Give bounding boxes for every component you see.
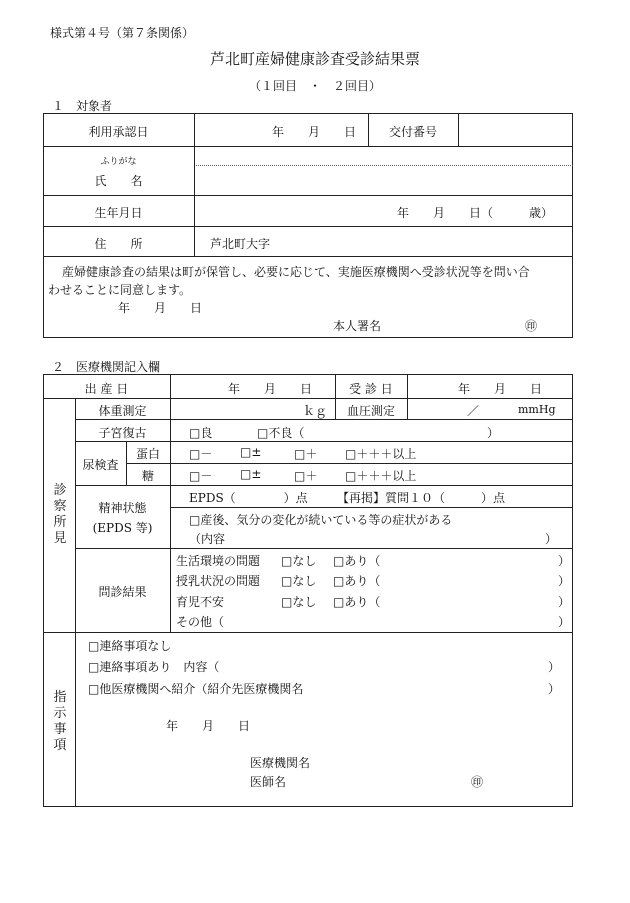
page-title: 芦北町産婦健康診査受診結果票: [209, 50, 420, 68]
sugar-label: 糖: [141, 469, 154, 483]
consent-text-2: わせることに同意します。: [48, 283, 192, 297]
weight-unit: ｋｇ: [303, 404, 328, 418]
protein-minus-checkbox[interactable]: □－: [189, 447, 213, 461]
mental-symptom-checkbox[interactable]: □産後、気分の変化が続いている等の症状がある: [189, 513, 453, 527]
sugar-plus-checkbox[interactable]: □＋: [294, 469, 318, 483]
interview-row-label: 授乳状況の問題: [176, 574, 261, 588]
interview-none-checkbox[interactable]: □なし: [281, 554, 317, 568]
uterus-close-paren: ）: [487, 426, 500, 440]
paren-close: ）: [558, 615, 571, 629]
birth-date2-label: 出 産 日: [84, 382, 129, 396]
weight-field[interactable]: [171, 399, 301, 418]
instr-date-field[interactable]: 年 月 日: [166, 719, 251, 733]
interview-row-label: 生活環境の問題: [176, 554, 261, 568]
uterus-label: 子宮復古: [98, 426, 147, 440]
protein-plus-checkbox[interactable]: □＋: [294, 447, 318, 461]
uterus-bad-checkbox[interactable]: □不良（: [257, 426, 305, 440]
protein-label: 蛋白: [135, 447, 160, 461]
mental-close-paren: ）: [545, 532, 558, 546]
epds-q10-field[interactable]: 【再掲】質問１０（ ）点: [337, 491, 506, 505]
instr-some-checkbox[interactable]: □連絡事項あり 内容（: [88, 660, 220, 674]
name-label: 氏 名: [94, 174, 143, 188]
institution-label: 医療機関名: [250, 756, 311, 770]
seal-mark: ㊞: [525, 319, 538, 333]
address-label: 住 所: [94, 237, 143, 251]
paren-close: ）: [548, 682, 561, 696]
protein-pm-checkbox[interactable]: □±: [240, 445, 262, 459]
protein-3plus-checkbox[interactable]: □＋＋＋以上: [345, 447, 417, 461]
birth-date-field[interactable]: 年 月 日（ 歳）: [397, 206, 554, 220]
name-field[interactable]: [195, 147, 572, 194]
interview-other-field[interactable]: その他（: [176, 615, 225, 629]
epds-label: (EPDS 等): [92, 521, 153, 535]
doctor-label: 医師名: [250, 775, 287, 789]
interview-row-label: 育児不安: [176, 595, 225, 609]
weight-label: 体重測定: [98, 404, 147, 418]
consent-text-1: 産婦健康診査の結果は町が保管し、必要に応じて、実施医療機関へ受診状況等を問い合: [62, 265, 530, 279]
delivery-date-field[interactable]: 年 月 日: [228, 382, 313, 396]
paren-close: ）: [558, 595, 571, 609]
doctor-seal-mark: ㊞: [471, 775, 484, 789]
interview-exists-checkbox[interactable]: □あり（: [333, 595, 381, 609]
birth-date-label: 生年月日: [94, 206, 143, 220]
bp-label: 血圧測定: [346, 404, 395, 418]
address-field[interactable]: 芦北町大字: [210, 237, 271, 251]
epds-score-field[interactable]: EPDS（ ）点: [189, 491, 308, 505]
exam-date-field[interactable]: 年 月 日: [458, 382, 543, 396]
instructions-label: 指示事項: [53, 690, 67, 753]
section1-heading: １ 対象者: [52, 99, 113, 113]
sugar-3plus-checkbox[interactable]: □＋＋＋以上: [345, 469, 417, 483]
paren-close: ）: [558, 554, 571, 568]
interview-none-checkbox[interactable]: □なし: [281, 595, 317, 609]
furigana-label: ふりがな: [100, 157, 137, 167]
signature-label: 本人署名: [333, 319, 382, 333]
urine-label: 尿検査: [82, 458, 119, 472]
mental-detail-field[interactable]: （内容: [189, 532, 226, 546]
issue-number-field[interactable]: [459, 114, 572, 145]
section2-heading: ２ 医療機関記入欄: [52, 360, 161, 374]
form-number: 様式第４号（第７条関係）: [50, 26, 195, 40]
interview-none-checkbox[interactable]: □なし: [281, 574, 317, 588]
consent-date[interactable]: 年 月 日: [118, 301, 203, 315]
issue-number-label: 交付番号: [388, 125, 437, 139]
instr-referral-checkbox[interactable]: □他医療機関へ紹介（紹介先医療機関名: [88, 682, 304, 696]
sugar-minus-checkbox[interactable]: □－: [189, 469, 213, 483]
instr-none-checkbox[interactable]: □連絡事項なし: [88, 639, 172, 653]
sugar-pm-checkbox[interactable]: □±: [240, 467, 262, 481]
interview-exists-checkbox[interactable]: □あり（: [333, 554, 381, 568]
exam-date-label: 受 診 日: [349, 382, 393, 396]
paren-close: ）: [548, 660, 561, 674]
bp-separator: ／: [467, 404, 480, 418]
approval-date-field[interactable]: 年 月 日: [272, 125, 357, 139]
findings-label: 診察所見: [53, 483, 67, 546]
mental-state-label: 精神状態: [98, 501, 147, 515]
approval-date-label: 利用承認日: [88, 125, 149, 139]
bp-unit: mmHg: [518, 403, 556, 416]
visit-number: （１回目 ・ ２回目）: [248, 79, 381, 93]
uterus-good-checkbox[interactable]: □良: [189, 426, 213, 440]
interview-exists-checkbox[interactable]: □あり（: [333, 574, 381, 588]
interview-label: 問診結果: [98, 585, 147, 599]
paren-close: ）: [558, 574, 571, 588]
